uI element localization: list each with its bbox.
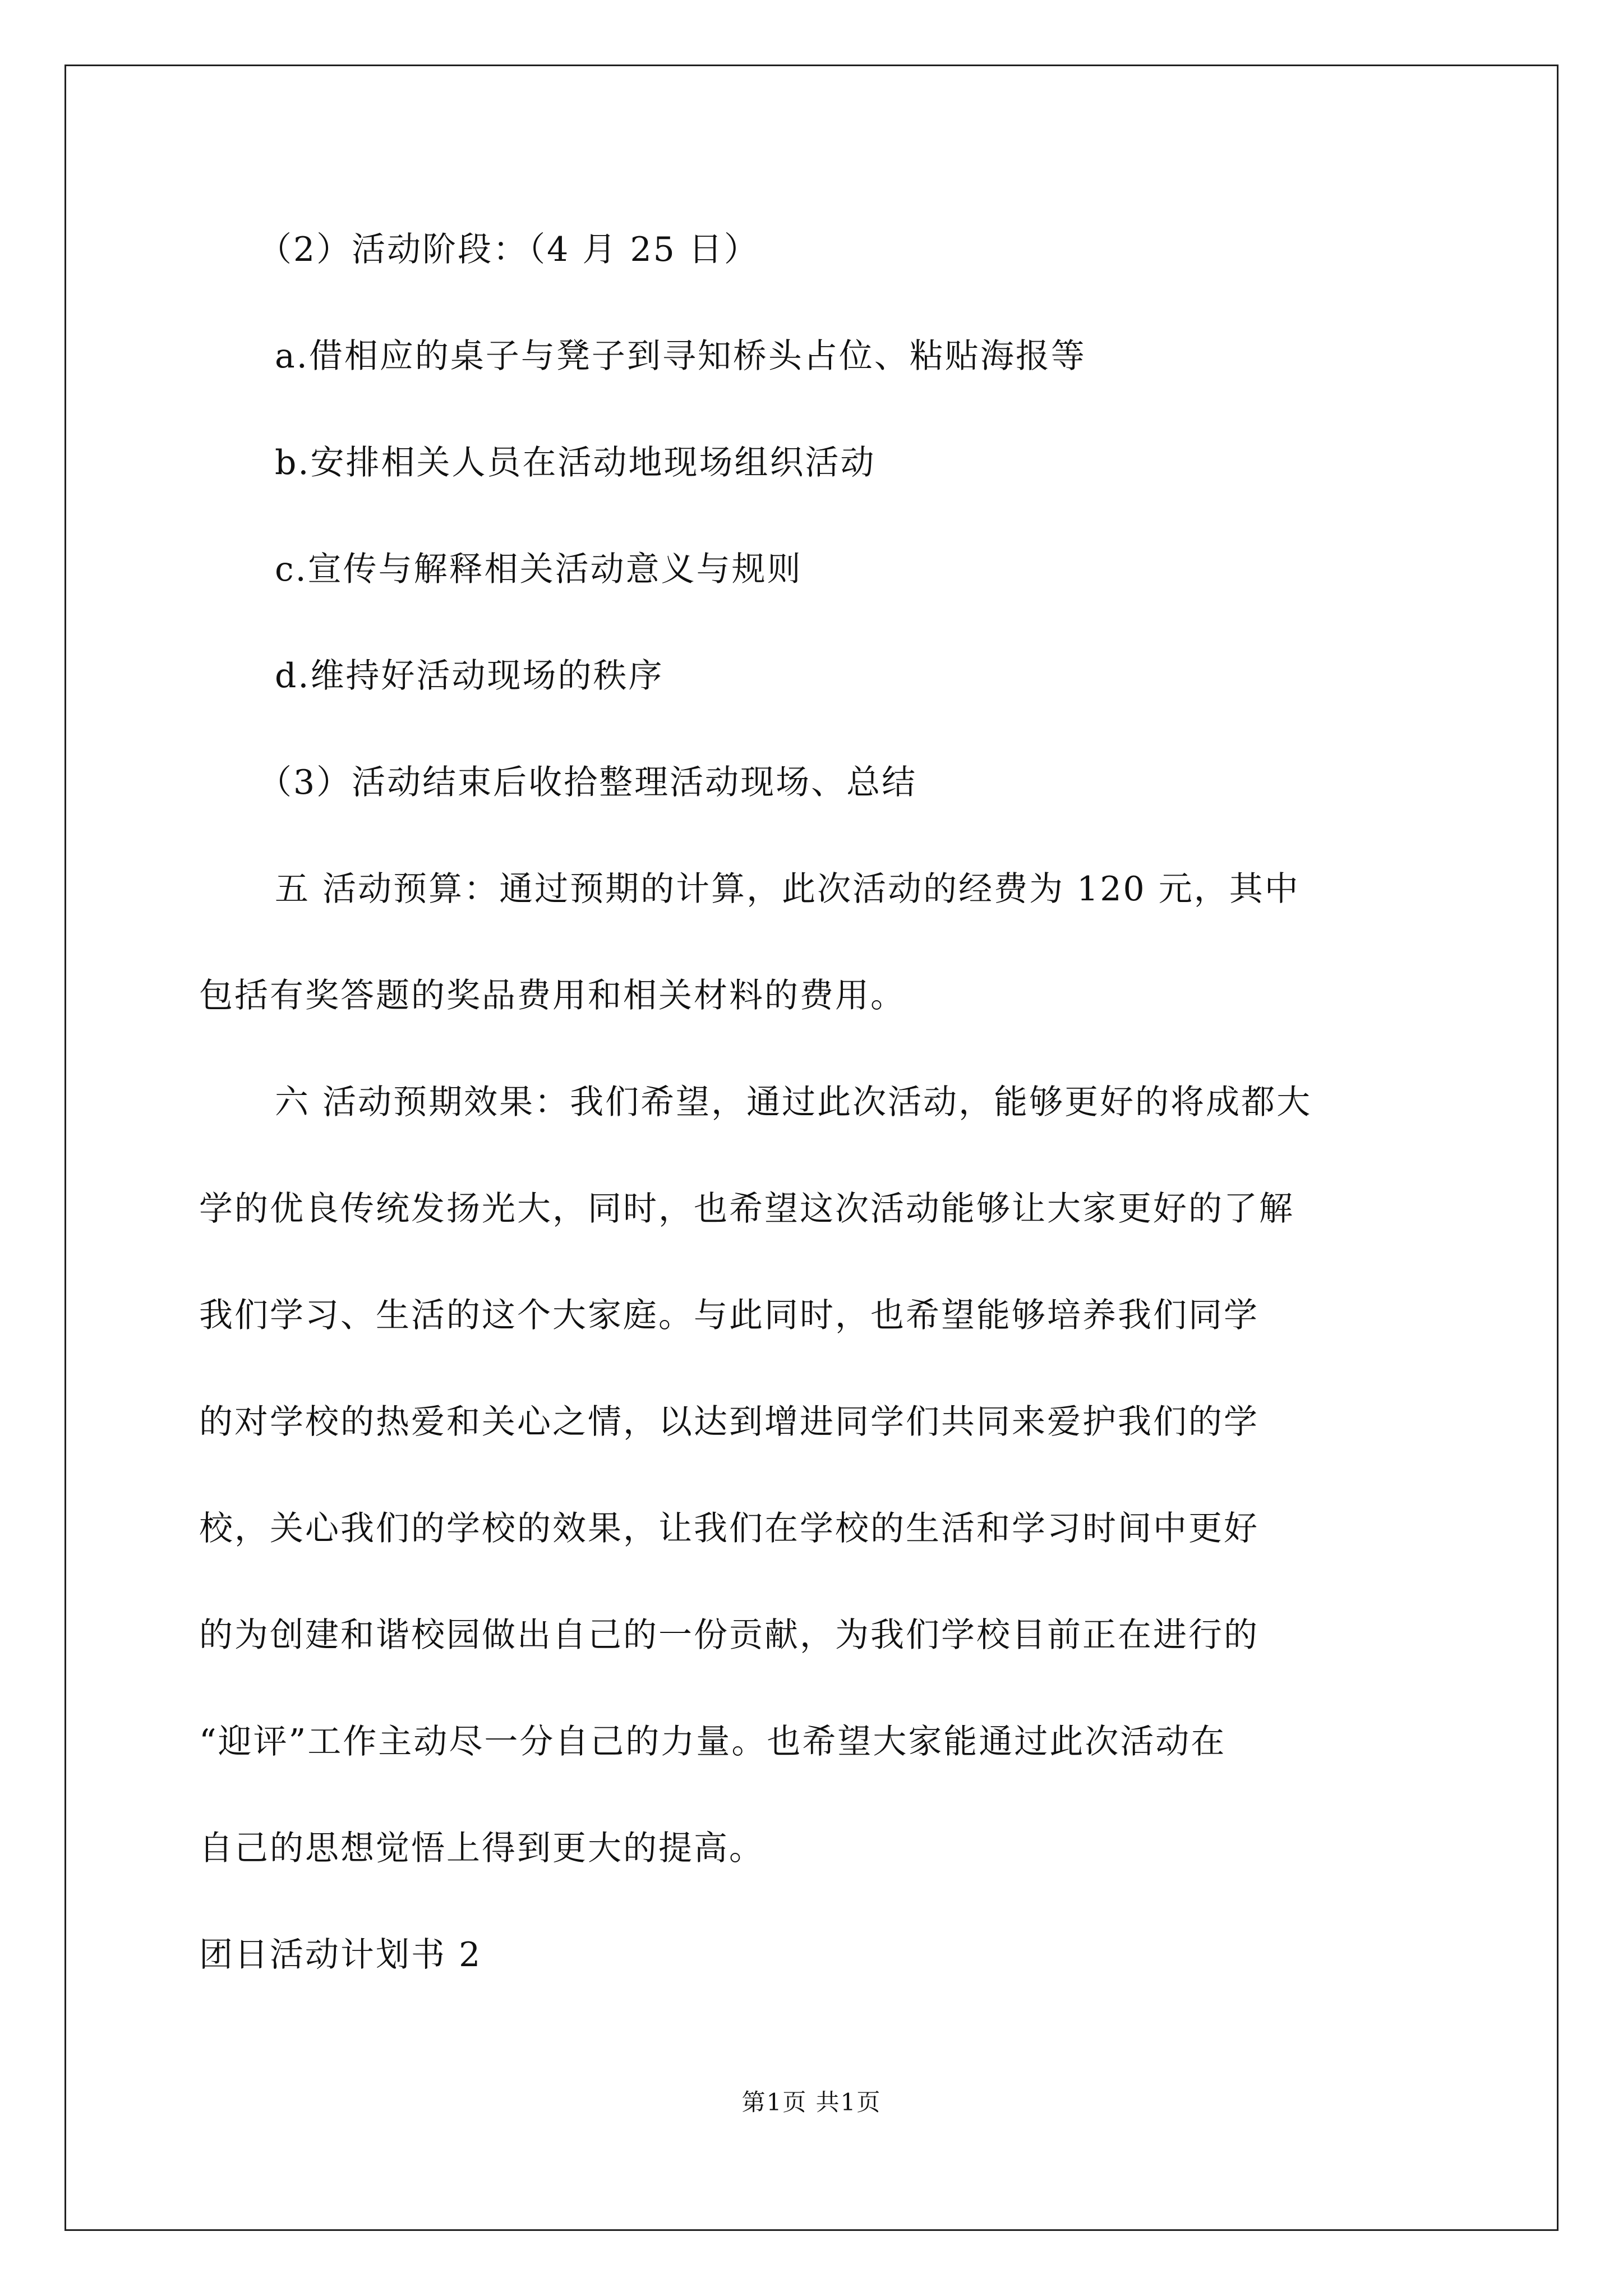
section-title: 团日活动计划书 2	[199, 1935, 482, 1975]
effect-paragraph-line-5: 校，关心我们的学校的效果，让我们在学校的生活和学习时间中更好	[199, 1509, 1259, 1548]
list-item-b: b.安排相关人员在活动地现场组织活动	[275, 443, 876, 482]
page-number-footer: 第1页 共1页	[741, 2088, 882, 2116]
effect-paragraph-line-6: 的为创建和谐校园做出自己的一份贡献，为我们学校目前正在进行的	[199, 1616, 1259, 1655]
effect-paragraph-line-7: “迎评”工作主动尽一分自己的力量。也希望大家能通过此次活动在	[199, 1722, 1227, 1761]
budget-paragraph-line-2: 包括有奖答题的奖品费用和相关材料的费用。	[199, 976, 906, 1015]
effect-paragraph-line-2: 学的优良传统发扬光大，同时，也希望这次活动能够让大家更好的了解	[199, 1189, 1294, 1228]
effect-paragraph-line-1: 六 活动预期效果：我们希望，通过此次活动，能够更好的将成都大	[275, 1083, 1312, 1122]
closing-stage: （3）活动结束后收拾整理活动现场、总结	[258, 763, 917, 802]
list-item-a: a.借相应的桌子与凳子到寻知桥头占位、粘贴海报等	[275, 337, 1086, 376]
stage-heading: （2）活动阶段：（4 月 25 日）	[258, 230, 759, 269]
effect-paragraph-line-3: 我们学习、生活的这个大家庭。与此同时，也希望能够培养我们同学	[199, 1296, 1259, 1335]
list-item-c: c.宣传与解释相关活动意义与规则	[275, 550, 803, 589]
budget-paragraph-line-1: 五 活动预算：通过预期的计算，此次活动的经费为 120 元，其中	[275, 869, 1300, 909]
page-border	[64, 65, 1559, 2231]
effect-paragraph-line-4: 的对学校的热爱和关心之情，以达到增进同学们共同来爱护我们的学	[199, 1402, 1259, 1442]
list-item-d: d.维持好活动现场的秩序	[275, 656, 664, 696]
effect-paragraph-line-8: 自己的思想觉悟上得到更大的提高。	[199, 1829, 764, 1868]
